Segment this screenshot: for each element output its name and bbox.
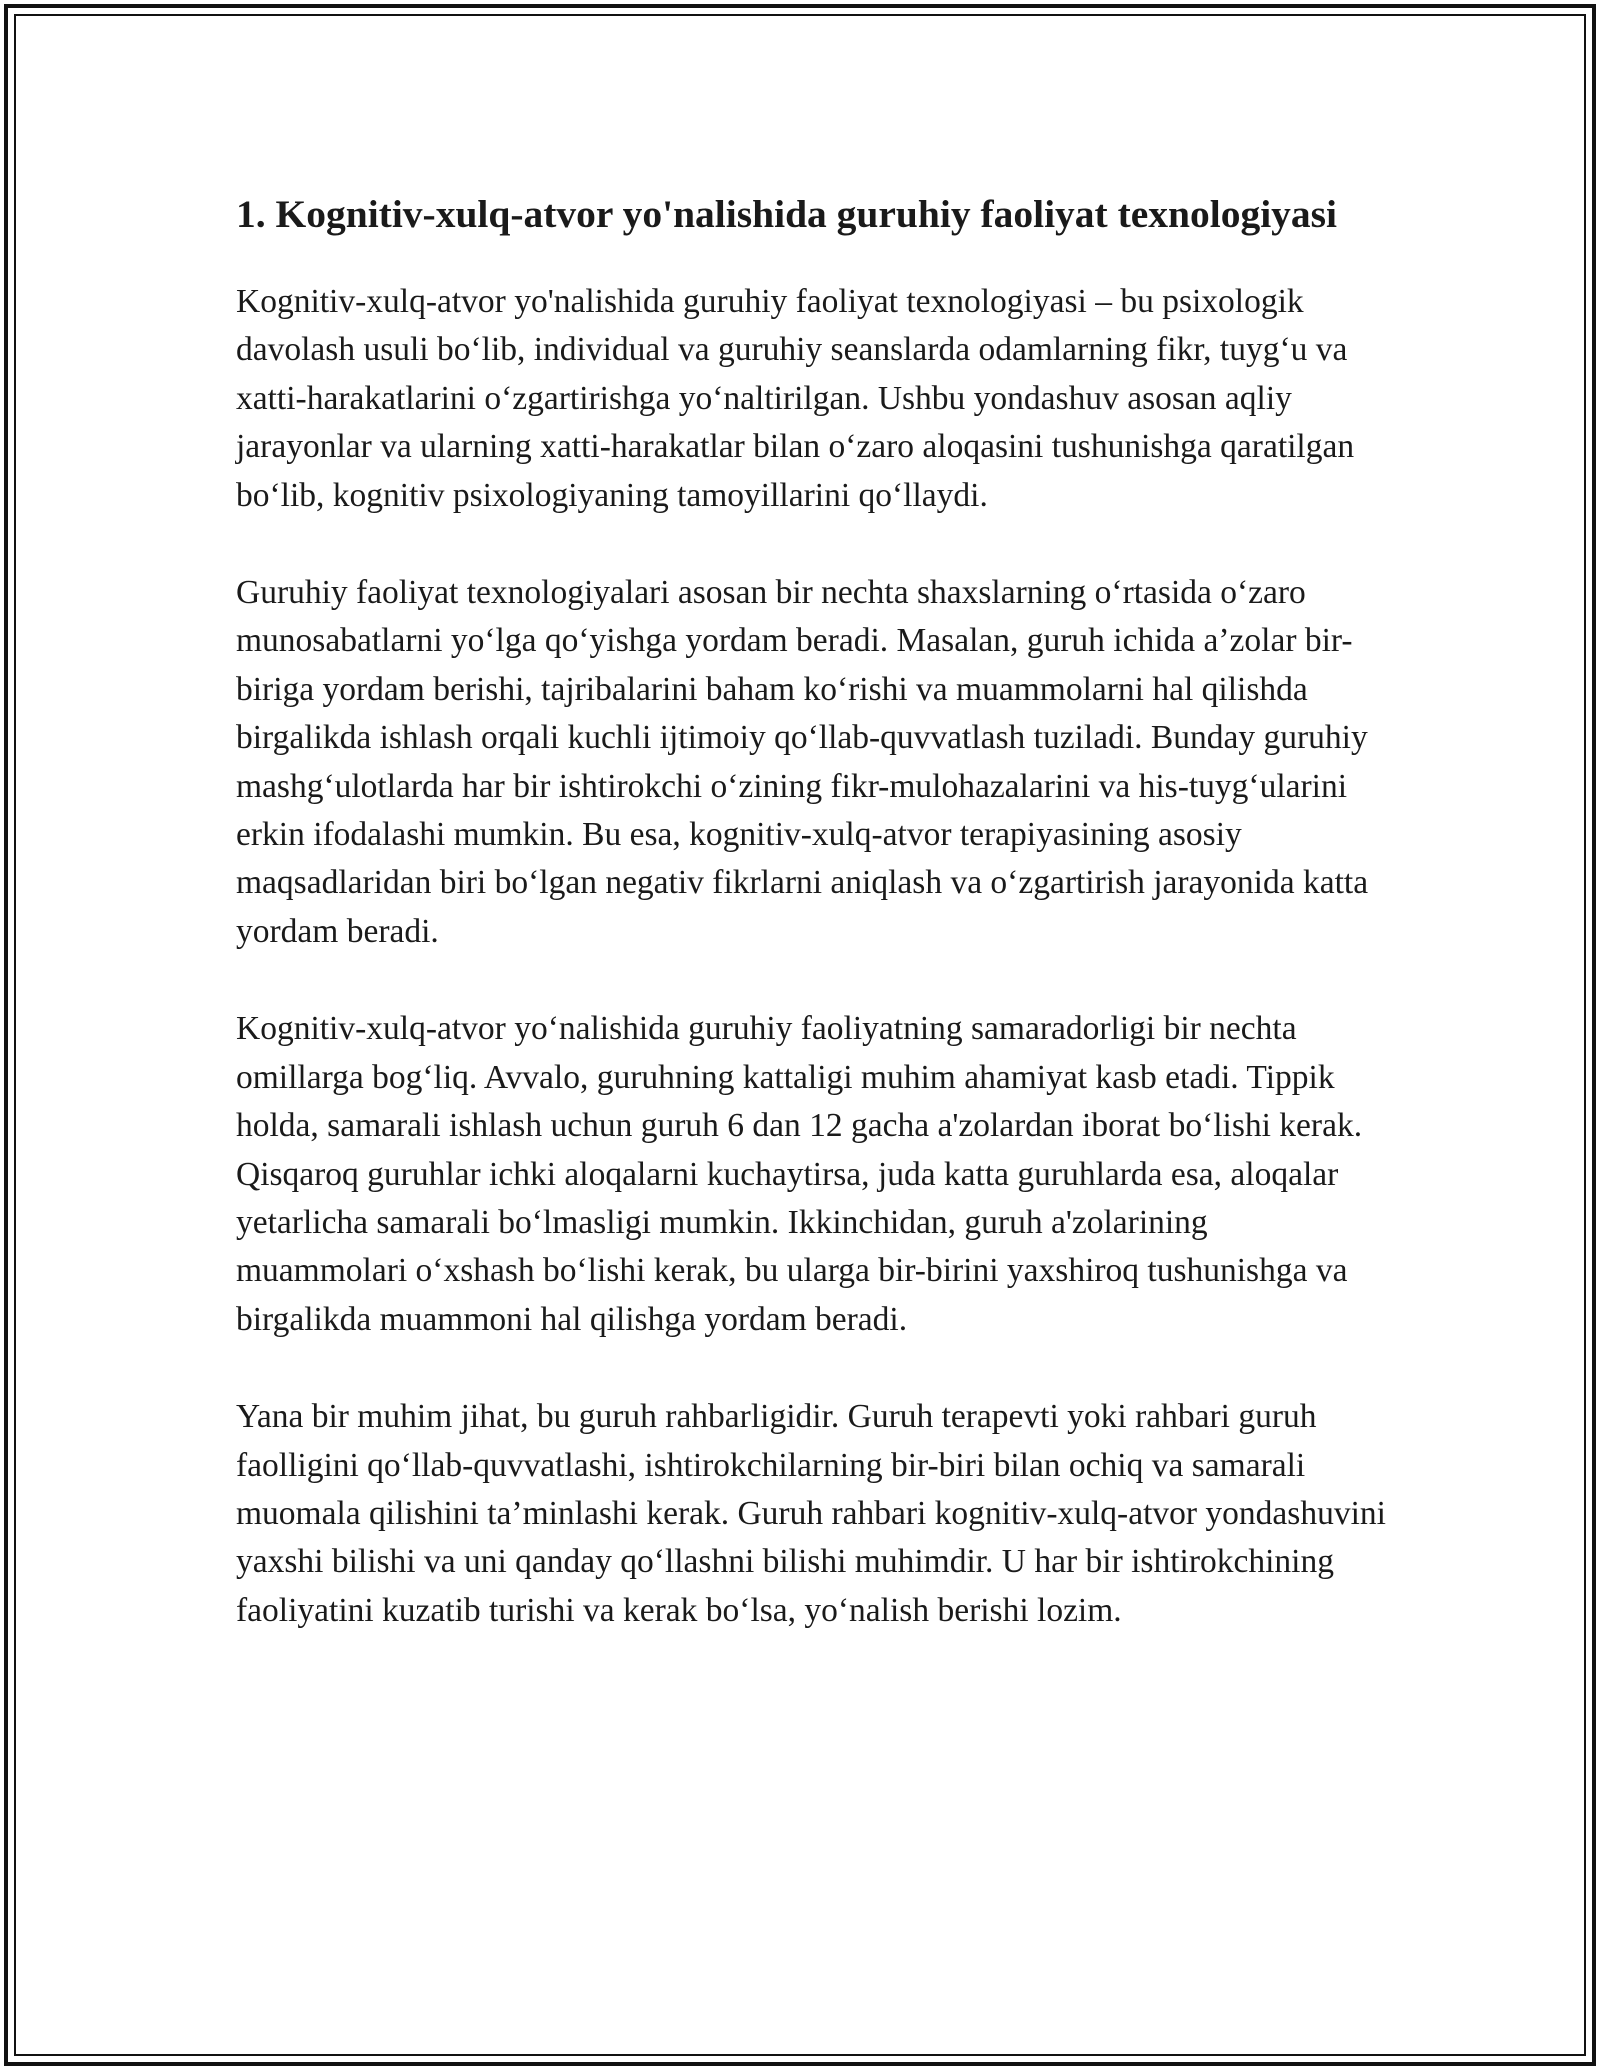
paragraph-3: Kognitiv-xulq-atvor yo‘nalishida guruhiy faoliyatning samaradorligi bir nechta omillarga bog‘liq. Avvalo, guruhning kattaligi muhim ahamiyat kasb etadi. Tippik holda, samarali ishlash uchun guruh 6 dan 12 gacha a'zolardan iborat bo‘lishi kerak. Qisqaroq guruhlar ichki aloqalarni kuchaytirsa, juda katta guruhlarda esa, aloqalar yetarlicha samarali bo‘lmasligi mumkin. Ikkinchidan, guruh a'zolarining muammolari o‘xshash bo‘lishi kerak, bu ularga bir-birini yaxshiroq tushunishga va birgalikda muammoni hal qilishga yordam beradi. (236, 1010, 1363, 1338)
section-heading: 1. Kognitiv-xulq-atvor yo'nalishida guruhiy faoliyat texnologiyasi (236, 192, 1338, 236)
paragraph-1: Kognitiv-xulq-atvor yo'nalishida guruhiy faoliyat texnologiyasi – bu psixologik davolash usuli bo‘lib, individual va guruhiy seanslarda odamlarning fikr, tuyg‘u va xatti-harakatlarini o‘zgartirishga yo‘naltirilgan. Ushbu yondashuv asosan aqliy jarayonlar va ularning xatti-harakatlar bilan o‘zaro aloqasini tushunishga qaratilgan bo‘lib, kognitiv psixologiyaning tamoyillarini qo‘llaydi. (236, 283, 1355, 514)
paragraph-4: Yana bir muhim jihat, bu guruh rahbarligidir. Guruh terapevti yoki rahbari guruh faolligini qo‘llab-quvvatlashi, ishtirokchilarning bir-biri bilan ochiq va samarali muomala qilishini ta’minlashi kerak. Guruh rahbari kognitiv-xulq-atvor yondashuvini yaxshi bilishi va uni qanday qo‘llashni bilishi muhimdir. U har bir ishtirokchining faoliyatini kuzatib turishi va kerak bo‘lsa, yo‘nalish berishi lozim. (236, 1398, 1386, 1629)
document-body (236, 186, 1386, 1684)
paragraph-2: Guruhiy faoliyat texnologiyalari asosan bir nechta shaxslarning o‘rtasida o‘zaro munosabatlarni yo‘lga qo‘yishga yordam beradi. Masalan, guruh ichida a’zolar bir-biriga yordam berishi, tajribalarini baham ko‘rishi va muammolarni hal qilishda birgalikda ishlash orqali kuchli ijtimoiy qo‘llab-quvvatlash tuziladi. Bunday guruhiy mashg‘ulotlarda har bir ishtirokchi o‘zining fikr-mulohazalarini va his-tuyg‘ularini erkin ifodalashi mumkin. Bu esa, kognitiv-xulq-atvor terapiyasining asosiy maqsadlaridan biri bo‘lgan negativ fikrlarni aniqlash va o‘zgartirish jarayonida katta yordam beradi. (236, 574, 1369, 950)
